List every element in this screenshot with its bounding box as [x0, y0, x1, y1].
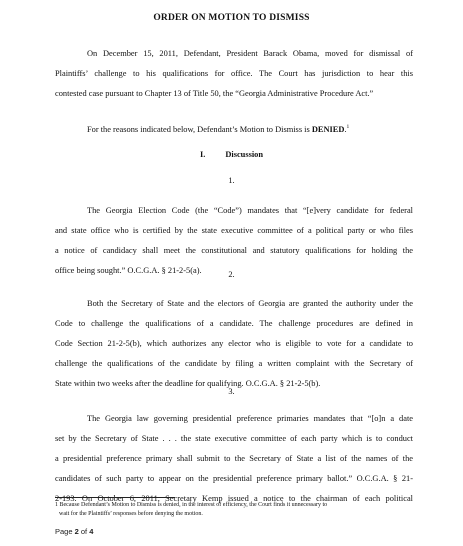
- denied-text: DENIED: [311, 125, 345, 134]
- section-heading: [0, 150, 463, 159]
- item-2-paragraph: [55, 294, 413, 394]
- item-2-line: Code to challenge the qualifications of a candidate. The challenge procedures are defined in: [55, 319, 413, 328]
- reasons-paragraph: [87, 120, 445, 140]
- page-of: of: [78, 527, 90, 536]
- item-1-paragraph: [55, 201, 413, 281]
- reasons-line: [87, 120, 445, 140]
- item-3-label: 3.: [228, 387, 235, 396]
- item-2-line: State within two weeks after the deadline for qualifying. O.C.G.A. § 21-2-5(b).: [55, 379, 321, 388]
- page-label: Page: [55, 527, 75, 536]
- section-number: I.: [199, 150, 206, 159]
- item-3-line: candidates of such party to appear on the presidential preference primary ballot.” O.C.G.A. § 21-: [55, 474, 413, 483]
- intro-line: Plaintiffs’ challenge to his qualifications for office. The Court has jurisdiction to hear this: [55, 69, 413, 78]
- item-1-line: office being sought.” O.C.G.A. § 21-2-5(a).: [55, 266, 202, 275]
- item-1-line: The Georgia Election Code (the “Code”) mandates that “[e]very candidate for federal: [87, 206, 413, 215]
- footnote-line: wait for the Plaintiffs’ responses before denying the motion.: [59, 510, 203, 517]
- footnote: [55, 501, 415, 518]
- footnote-divider: [55, 497, 175, 498]
- item-2-line: challenge the qualifications of the candidate by filing a written complaint with the Secretary of: [55, 359, 413, 368]
- intro-line: On December 15, 2011, Defendant, President Barack Obama, moved for dismissal of: [87, 49, 413, 58]
- order-title: ORDER ON MOTION TO DISMISS: [153, 13, 310, 23]
- reasons-suffix: .: [344, 125, 347, 134]
- footnote-line: 1 Because Defendant’s Motion to Dismiss is denied, in the interest of efficiency, the Court finds it unnecessary to: [55, 502, 328, 508]
- footnote-marker: 1: [346, 124, 350, 131]
- item-1-line: and state office who is certified by the state executive committee of a political party or who files: [55, 226, 413, 235]
- item-3-line: The Georgia law governing presidential preference primaries mandates that “[o]n a date: [87, 414, 413, 423]
- section-title: Discussion: [225, 150, 264, 159]
- intro-line: contested case pursuant to Chapter 13 of Title 50, the “Georgia Administrative Procedure Act.”: [55, 89, 374, 98]
- intro-paragraph: [55, 44, 413, 104]
- item-1-label: 1.: [228, 176, 235, 185]
- item-2-line: Code Section 21-2-5(b), which authorizes any elector who is eligible to vote for a candidate to: [55, 339, 413, 348]
- item-3-paragraph: [55, 409, 413, 509]
- page-number: [55, 527, 93, 536]
- page-total: 4: [89, 527, 94, 536]
- item-3-line: a presidential preference primary shall submit to the Secretary of State a list of the names of the: [55, 454, 413, 463]
- item-2-line: Both the Secretary of State and the electors of Georgia are granted the authority under the: [87, 299, 413, 308]
- item-3-line: set by the Secretary of State . . . the state executive committee of each party which is to conduct: [55, 434, 413, 443]
- page-current: 2: [74, 527, 79, 536]
- item-3-line: 2-193. On October 6, 2011, Secretary Kemp issued a notice to the chairman of each political: [55, 494, 413, 503]
- reasons-prefix: For the reasons indicated below, Defendant’s Motion to Dismiss is: [87, 125, 312, 134]
- item-2-label: 2.: [228, 270, 235, 279]
- item-1-line: a notice of candidacy shall meet the constitutional and statutory qualifications for holding the: [55, 246, 413, 255]
